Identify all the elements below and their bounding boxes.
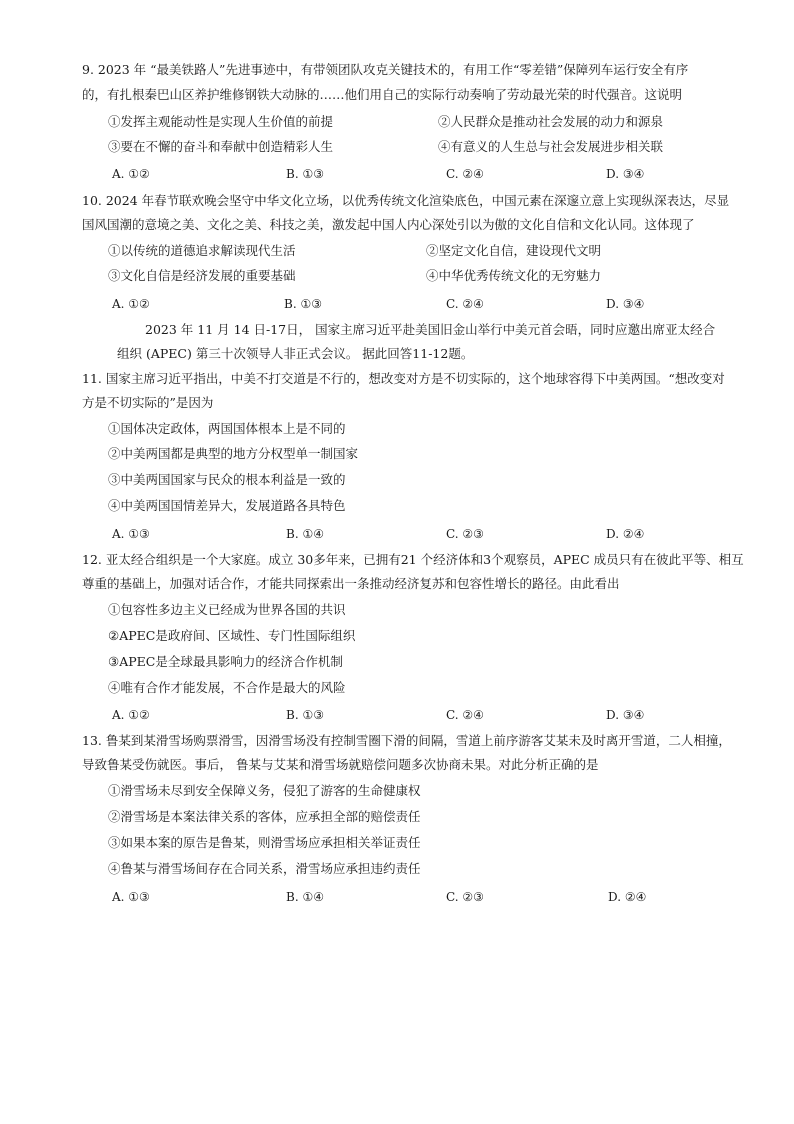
question-10-statement-2: ②坚定文化自信，建设现代文明 xyxy=(426,243,602,258)
question-11-statement-1: ①国体决定政体，两国国体根本上是不同的 xyxy=(108,421,346,436)
question-10-stem-line-2: 国风国潮的意境之美、文化之美、科技之美，激发起中国人内心深处引以为傲的文化自信和文化认同。这体现了 xyxy=(82,217,695,232)
question-9-statement-3: ③要在不懈的奋斗和奉献中创造精彩人生 xyxy=(108,139,334,154)
question-10-choice-c: C. ②④ xyxy=(446,297,484,311)
question-11-statement-4: ④中美两国国情差异大，发展道路各具特色 xyxy=(108,498,346,513)
question-10-choice-b: B. ①③ xyxy=(284,297,322,311)
question-13-statement-2: ②滑雪场是本案法律关系的客体，应承担全部的赔偿责任 xyxy=(108,809,421,824)
question-12-statement-1: ①包容性多边主义已经成为世界各国的共识 xyxy=(108,602,346,617)
question-11-statement-3: ③中美两国国家与民众的根本利益是一致的 xyxy=(108,472,346,487)
question-11-stem-line-1: 11. 国家主席习近平指出，中美不打交道是不行的，想改变对方是不切实际的，这个地球容得下中美两国。“想改变对 xyxy=(82,371,725,386)
question-13-choice-b: B. ①④ xyxy=(286,890,324,904)
question-9-choice-c: C. ②④ xyxy=(446,167,484,181)
question-12-choice-b: B. ①③ xyxy=(286,708,324,722)
question-10-stem-line-1: 10. 2024 年春节联欢晚会坚守中华文化立场，以优秀传统文化渲染底色，中国元素在深邃立意上实现纵深表达，尽显 xyxy=(82,193,730,208)
question-9-statement-1: ①发挥主观能动性是实现人生价值的前提 xyxy=(108,114,334,129)
question-10-choice-d: D. ③④ xyxy=(606,297,645,311)
question-9-choice-b: B. ①③ xyxy=(286,167,324,181)
question-13-statement-1: ①滑雪场未尽到安全保障义务，侵犯了游客的生命健康权 xyxy=(108,783,421,798)
question-10-choice-a: A. ①② xyxy=(112,297,150,311)
question-9-choice-d: D. ③④ xyxy=(606,167,645,181)
question-11-stem-line-2: 方是不切实际的”是因为 xyxy=(82,395,214,410)
question-10-statement-4: ④中华优秀传统文化的无穷魅力 xyxy=(426,268,602,283)
question-13-choice-a: A. ①③ xyxy=(112,890,150,904)
question-9-choice-a: A. ①② xyxy=(112,167,150,181)
question-10-statement-3: ③文化自信是经济发展的重要基础 xyxy=(108,268,296,283)
material-line-1: 2023 年 11 月 14 日-17日， 国家主席习近平赴美国旧金山举行中美元首会晤，同时应邀出席亚太经合 xyxy=(145,322,716,337)
question-10-statement-1: ①以传统的道德追求解读现代生活 xyxy=(108,243,296,258)
question-13-statement-4: ④鲁某与滑雪场间存在合同关系，滑雪场应承担违约责任 xyxy=(108,861,421,876)
question-12-stem-line-2: 尊重的基础上，加强对话合作，才能共同探索出一条推动经济复苏和包容性增长的路径。由此看出 xyxy=(82,576,620,591)
question-12-statement-4: ④唯有合作才能发展，不合作是最大的风险 xyxy=(108,680,346,695)
question-11-choice-a: A. ①③ xyxy=(112,527,150,541)
question-9-stem-line-2: 的，有扎根秦巴山区养护维修钢铁大动脉的……他们用自己的实际行动奏响了劳动最光荣的时代强音。这说明 xyxy=(82,87,683,102)
question-12-choice-a: A. ①② xyxy=(112,708,150,722)
question-12-stem-line-1: 12. 亚太经合组织是一个大家庭。成立 30多年来，已拥有21 个经济体和3个观察员，APEC 成员只有在彼此平等、相互 xyxy=(82,552,744,567)
question-12-statement-2: ②APEC是政府间、区域性、专门性国际组织 xyxy=(108,628,356,643)
question-9-statement-2: ②人民群众是推动社会发展的动力和源泉 xyxy=(438,114,664,129)
question-13-stem-line-1: 13. 鲁某到某滑雪场购票滑雪，因滑雪场没有控制雪圈下滑的间隔，雪道上前序游客艾某未及时离开雪道，二人相撞， xyxy=(82,733,731,748)
question-13-choice-d: D. ②④ xyxy=(608,890,647,904)
question-9-stem-line-1: 9. 2023 年 “最美铁路人”先进事迹中，有带领团队攻克关键技术的，有用工作“零差错”保障列车运行安全有序 xyxy=(82,62,689,77)
question-9-statement-4: ④有意义的人生总与社会发展进步相关联 xyxy=(438,139,664,154)
question-13-choice-c: C. ②③ xyxy=(446,890,484,904)
material-line-2: 组织 (APEC) 第三十次领导人非正式会议。 据此回答11-12题。 xyxy=(117,346,474,361)
question-11-choice-d: D. ②④ xyxy=(606,527,645,541)
question-11-choice-c: C. ②③ xyxy=(446,527,484,541)
question-12-statement-3: ③APEC是全球最具影响力的经济合作机制 xyxy=(108,654,343,669)
question-13-statement-3: ③如果本案的原告是鲁某，则滑雪场应承担相关举证责任 xyxy=(108,835,421,850)
question-11-choice-b: B. ①④ xyxy=(286,527,324,541)
question-13-stem-line-2: 导致鲁某受伤就医。事后， 鲁某与艾某和滑雪场就赔偿问题多次协商未果。对此分析正确的是 xyxy=(82,757,599,772)
question-12-choice-d: D. ③④ xyxy=(606,708,645,722)
question-12-choice-c: C. ②④ xyxy=(446,708,484,722)
question-11-statement-2: ②中美两国都是典型的地方分权型单一制国家 xyxy=(108,446,359,461)
